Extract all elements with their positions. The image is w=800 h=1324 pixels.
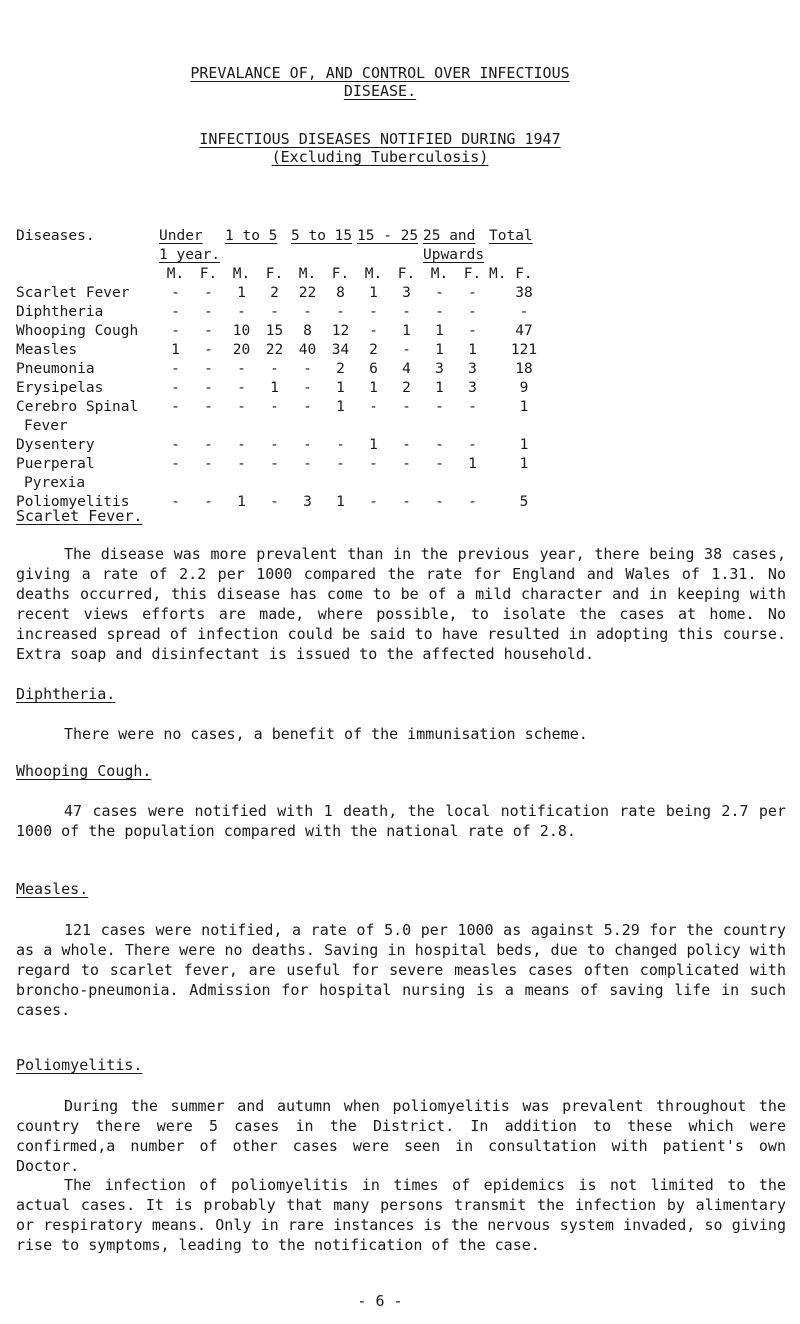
table-cell: - bbox=[204, 303, 213, 320]
table-cell: - bbox=[303, 360, 312, 377]
header-group: Total bbox=[489, 227, 533, 244]
disease-name-line2: Fever bbox=[24, 417, 68, 434]
table-cell: - bbox=[435, 493, 444, 510]
sex-header: M. bbox=[166, 265, 185, 282]
table-cell: - bbox=[303, 398, 312, 415]
table-cell: - bbox=[237, 303, 246, 320]
header-diseases: Diseases. bbox=[16, 227, 95, 244]
table-row bbox=[16, 340, 559, 359]
table-cell: - bbox=[204, 360, 213, 377]
table-cell: - bbox=[171, 322, 180, 339]
table-cell: 1 bbox=[468, 341, 477, 358]
header-group-line2: 1 year. bbox=[159, 246, 221, 263]
table-cell: 3 bbox=[468, 379, 477, 396]
table-row bbox=[16, 435, 559, 454]
document-title bbox=[0, 64, 760, 100]
table-cell: 2 bbox=[270, 284, 279, 301]
disease-name: Cerebro Spinal bbox=[16, 398, 139, 415]
table-cell: 121 bbox=[510, 341, 538, 358]
header-group: Under bbox=[159, 227, 203, 244]
table-cell: - bbox=[270, 436, 279, 453]
table-cell: - bbox=[435, 398, 444, 415]
table-cell: 1 bbox=[369, 379, 378, 396]
table-cell: 1 bbox=[435, 322, 444, 339]
table-cell: 1 bbox=[237, 284, 246, 301]
table-cell: - bbox=[270, 303, 279, 320]
table-cell: - bbox=[336, 303, 345, 320]
table-row bbox=[16, 321, 559, 340]
table-cell: - bbox=[468, 493, 477, 510]
table-row bbox=[16, 283, 559, 302]
table-cell: - bbox=[369, 493, 378, 510]
table-cell: - bbox=[519, 303, 529, 320]
table-cell: 2 bbox=[336, 360, 345, 377]
table-cell: 47 bbox=[515, 322, 533, 339]
table-cell: 1 bbox=[336, 493, 345, 510]
table-cell: 15 bbox=[265, 322, 284, 339]
table-cell: - bbox=[237, 379, 246, 396]
table-cell: 8 bbox=[303, 322, 312, 339]
table-cell: - bbox=[171, 398, 180, 415]
measles-paragraph: 121 cases were notified, a rate of 5.0 per 1000 as against 5.29 for the country as a whole. There were no deaths. Saving in hospital beds, due to changed policy with regard to scarlet fever, are useful for severe measles cases often complicated with broncho-pneumonia. Admission for hospital nursing is a means of saving life in such cases. bbox=[16, 921, 786, 1019]
table-header-row bbox=[16, 226, 559, 245]
table-cell: - bbox=[402, 493, 411, 510]
table-row bbox=[16, 397, 559, 416]
table-cell: 22 bbox=[298, 284, 317, 301]
sex-header: M. F. bbox=[489, 265, 533, 282]
table-cell: 1 bbox=[336, 398, 345, 415]
table-row-continuation bbox=[16, 473, 559, 492]
section-heading-whooping-cough: Whooping Cough. bbox=[16, 762, 152, 780]
table-cell: - bbox=[204, 493, 213, 510]
table-cell: - bbox=[303, 303, 312, 320]
table-cell: - bbox=[237, 360, 246, 377]
table-cell: 2 bbox=[369, 341, 378, 358]
poliomyelitis-paragraph-2: The infection of poliomyelitis in times of epidemics is not limited to the actual cases. It is probably that many persons transmit the infection by alimentary or respiratory means. Only in rare instances is the nervous system invaded, so giving rise to symptoms, leading to the notification of the case. bbox=[16, 1176, 786, 1254]
table-cell: 22 bbox=[265, 341, 284, 358]
table-cell: 9 bbox=[519, 379, 529, 396]
table-cell: - bbox=[402, 436, 411, 453]
table-cell: 5 bbox=[519, 493, 529, 510]
table-cell: - bbox=[204, 455, 213, 472]
table-cell: 1 bbox=[369, 436, 378, 453]
table-cell: 1 bbox=[402, 322, 411, 339]
table-cell: 8 bbox=[336, 284, 345, 301]
table-cell: 1 bbox=[519, 455, 529, 472]
table-cell: 1 bbox=[369, 284, 378, 301]
table-row bbox=[16, 454, 559, 473]
table-cell: 1 bbox=[519, 436, 529, 453]
disease-name: Whooping Cough bbox=[16, 322, 139, 339]
header-group: 1 to 5 bbox=[225, 227, 278, 244]
table-cell: - bbox=[435, 436, 444, 453]
table-cell: 1 bbox=[237, 493, 246, 510]
table-cell: - bbox=[237, 436, 246, 453]
table-cell: - bbox=[336, 436, 345, 453]
sex-header: M. bbox=[298, 265, 317, 282]
table-cell: - bbox=[270, 360, 279, 377]
table-cell: - bbox=[402, 341, 411, 358]
table-cell: 12 bbox=[331, 322, 350, 339]
table-cell: 3 bbox=[468, 360, 477, 377]
sex-header: F. bbox=[463, 265, 482, 282]
table-cell: - bbox=[435, 284, 444, 301]
sex-header: F. bbox=[265, 265, 284, 282]
table-cell: 40 bbox=[298, 341, 317, 358]
table-cell: 2 bbox=[402, 379, 411, 396]
table-cell: - bbox=[468, 436, 477, 453]
table-cell: - bbox=[369, 398, 378, 415]
table-cell: - bbox=[303, 436, 312, 453]
table-cell: - bbox=[270, 398, 279, 415]
table-row bbox=[16, 359, 559, 378]
table-cell: - bbox=[402, 455, 411, 472]
section-heading-diphtheria: Diphtheria. bbox=[16, 685, 116, 703]
disease-name: Dysentery bbox=[16, 436, 95, 453]
table-cell: - bbox=[468, 322, 477, 339]
table-cell: 1 bbox=[171, 341, 180, 358]
table-cell: - bbox=[171, 493, 180, 510]
table-cell: - bbox=[270, 493, 279, 510]
table-cell: 3 bbox=[435, 360, 444, 377]
header-group: 15 - 25 bbox=[357, 227, 419, 244]
table-cell: 38 bbox=[515, 284, 533, 301]
table-cell: - bbox=[204, 379, 213, 396]
disease-name: Diphtheria bbox=[16, 303, 104, 320]
section-heading-measles: Measles. bbox=[16, 880, 89, 898]
disease-name: Erysipelas bbox=[16, 379, 104, 396]
table-cell: - bbox=[204, 341, 213, 358]
table-cell: 3 bbox=[303, 493, 312, 510]
table-cell: - bbox=[435, 303, 444, 320]
table-cell: - bbox=[171, 379, 180, 396]
sex-header: F. bbox=[331, 265, 350, 282]
section-heading-scarlet-fever: Scarlet Fever. bbox=[16, 507, 143, 525]
table-cell: - bbox=[204, 436, 213, 453]
sex-header: M. bbox=[430, 265, 449, 282]
table-cell: - bbox=[237, 398, 246, 415]
table-cell: - bbox=[171, 436, 180, 453]
table-row bbox=[16, 378, 559, 397]
disease-name: Scarlet Fever bbox=[16, 284, 130, 301]
table-cell: - bbox=[435, 455, 444, 472]
table-cell: - bbox=[402, 398, 411, 415]
table-cell: - bbox=[303, 379, 312, 396]
table-cell: 1 bbox=[519, 398, 529, 415]
table-cell: - bbox=[171, 303, 180, 320]
table-cell: 6 bbox=[369, 360, 378, 377]
section-heading-poliomyelitis: Poliomyelitis. bbox=[16, 1056, 143, 1074]
table-cell: 1 bbox=[270, 379, 279, 396]
table-row-continuation bbox=[16, 416, 559, 435]
table-cell: - bbox=[171, 455, 180, 472]
title-line-2: DISEASE. bbox=[343, 82, 417, 100]
table-cell: 1 bbox=[468, 455, 477, 472]
table-body bbox=[16, 283, 559, 511]
table-cell: - bbox=[303, 455, 312, 472]
disease-name: Puerperal bbox=[16, 455, 95, 472]
table-cell: 1 bbox=[435, 341, 444, 358]
page-number: - 6 - bbox=[357, 1292, 403, 1310]
sex-header: M. bbox=[232, 265, 251, 282]
table-cell: - bbox=[369, 303, 378, 320]
header-group: 5 to 15 bbox=[291, 227, 353, 244]
table-cell: - bbox=[369, 455, 378, 472]
scarlet-fever-paragraph: The disease was more prevalent than in the previous year, there being 38 cases, giving a rate of 2.2 per 1000 compared the rate for England and Wales of 1.31. No deaths occurred, this disease has come to be of a mild character and in keeping with recent views efforts are made, where possible, to isolate the cases at home. No increased spread of infection could be said to have resulted in adopting this course. Extra soap and disinfectant is issued to the affected household. bbox=[16, 545, 786, 663]
table-cell: - bbox=[204, 398, 213, 415]
table-cell: - bbox=[369, 322, 378, 339]
table-cell: - bbox=[468, 398, 477, 415]
table-cell: - bbox=[204, 322, 213, 339]
table-cell: 18 bbox=[515, 360, 533, 377]
table-cell: 1 bbox=[435, 379, 444, 396]
whooping-cough-paragraph: 47 cases were notified with 1 death, the local notification rate being 2.7 per 1000 of the population compared with the national rate of 2.8. bbox=[16, 802, 786, 840]
table-cell: - bbox=[336, 455, 345, 472]
table-title bbox=[0, 130, 760, 166]
table-header-row-2 bbox=[16, 245, 559, 264]
poliomyelitis-paragraph-1: During the summer and autumn when poliomyelitis was prevalent throughout the country there were 5 cases in the District. In addition to these which were confirmed,a number of other cases were seen in consultation with patient's own Doctor. bbox=[16, 1097, 786, 1175]
table-cell: 4 bbox=[402, 360, 411, 377]
table-cell: 3 bbox=[402, 284, 411, 301]
table-cell: 1 bbox=[336, 379, 345, 396]
title-line-1: PREVALANCE OF, AND CONTROL OVER INFECTIOUS bbox=[190, 64, 570, 82]
sex-header: M. bbox=[364, 265, 383, 282]
notifications-table bbox=[16, 226, 559, 511]
table-row bbox=[16, 302, 559, 321]
subtitle-line-2: (Excluding Tuberculosis) bbox=[271, 148, 489, 166]
table-cell: 34 bbox=[331, 341, 350, 358]
table-cell: - bbox=[204, 284, 213, 301]
table-cell: - bbox=[468, 303, 477, 320]
subtitle-line-1: INFECTIOUS DISEASES NOTIFIED DURING 1947 bbox=[199, 130, 561, 148]
table-cell: - bbox=[468, 284, 477, 301]
table-cell: 10 bbox=[232, 322, 251, 339]
sex-header: F. bbox=[199, 265, 218, 282]
sex-header-row bbox=[16, 264, 559, 283]
disease-name: Poliomyelitis bbox=[16, 493, 130, 510]
disease-name: Pneumonia bbox=[16, 360, 95, 377]
diphtheria-paragraph: There were no cases, a benefit of the immunisation scheme. bbox=[64, 725, 588, 743]
table-cell: - bbox=[171, 284, 180, 301]
table-cell: - bbox=[270, 455, 279, 472]
disease-name: Measles bbox=[16, 341, 78, 358]
table-cell: - bbox=[171, 360, 180, 377]
disease-name-line2: Pyrexia bbox=[24, 474, 86, 491]
table-cell: - bbox=[402, 303, 411, 320]
sex-header: F. bbox=[397, 265, 416, 282]
header-group-line2: Upwards bbox=[423, 246, 485, 263]
table-cell: - bbox=[237, 455, 246, 472]
header-group: 25 and bbox=[423, 227, 476, 244]
table-cell: 20 bbox=[232, 341, 251, 358]
